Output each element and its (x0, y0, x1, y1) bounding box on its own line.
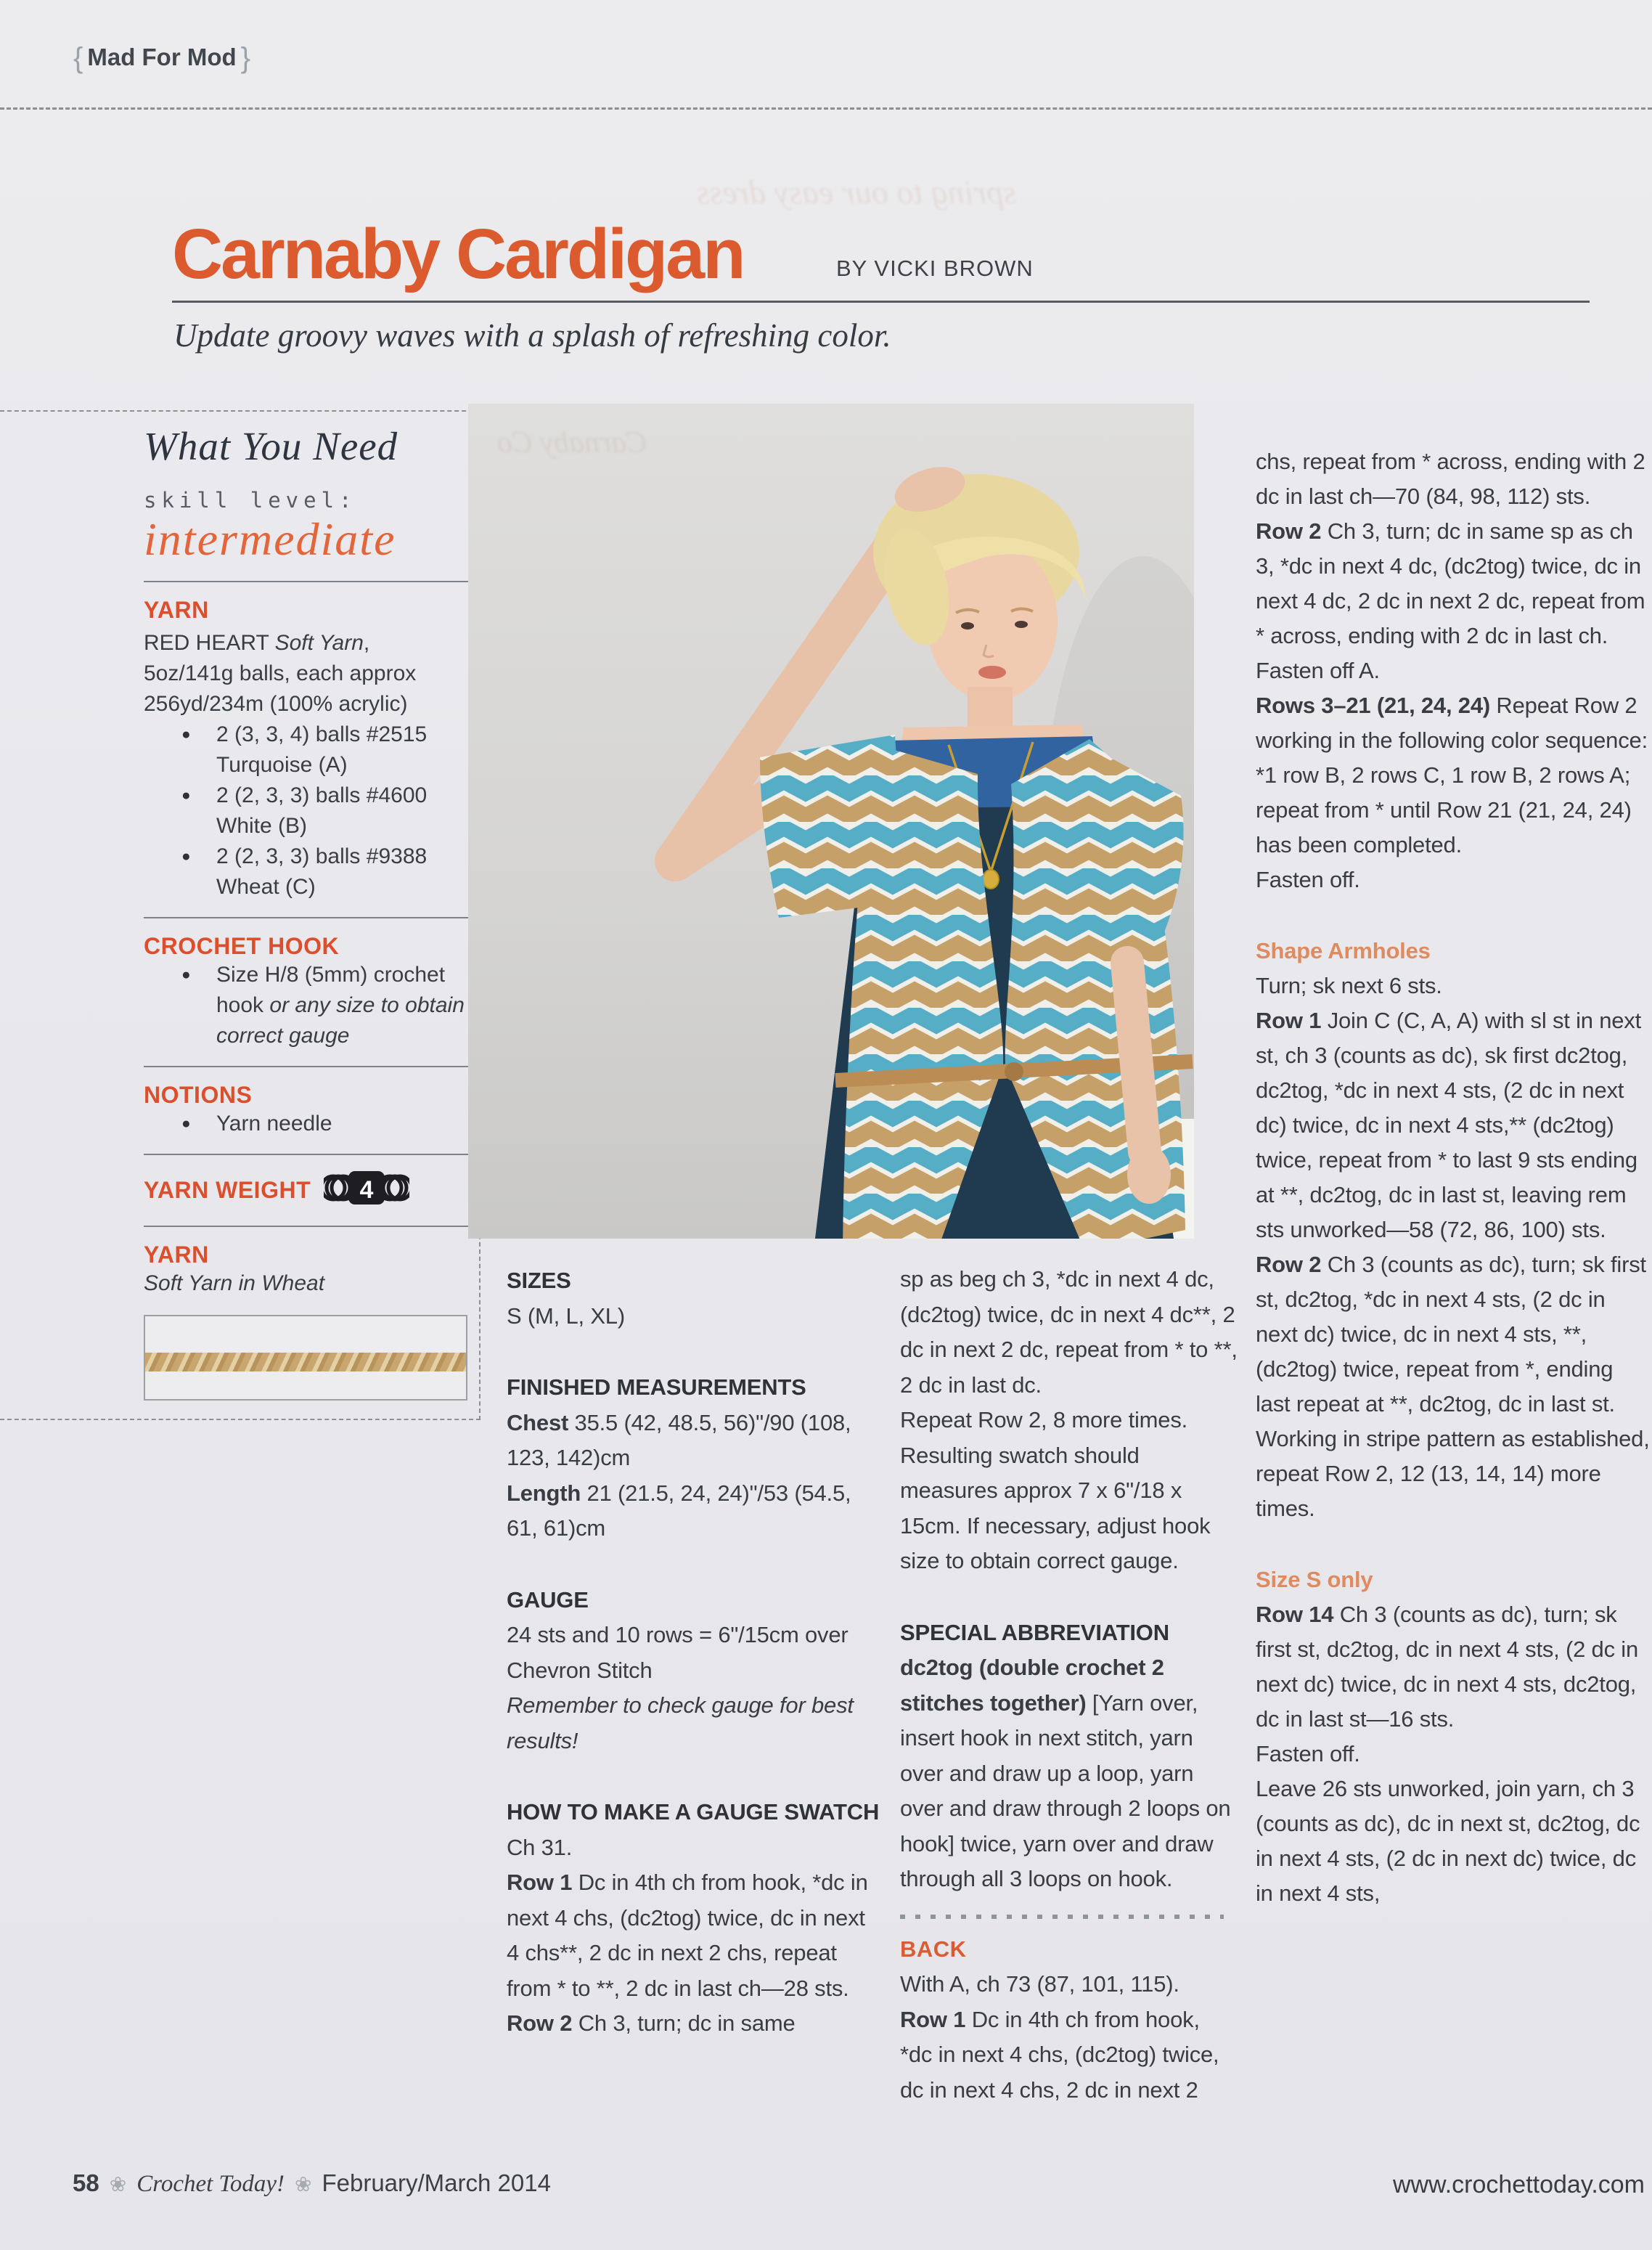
pattern-paragraph (900, 1403, 1238, 1438)
section-heading: SIZES (507, 1268, 571, 1293)
model-photo (468, 404, 1194, 1239)
pattern-paragraph (1256, 1737, 1651, 1772)
sidebar-bullet-item (144, 780, 472, 841)
text-run: Ch 3 (counts as dc), turn; sk first st, dc2tog, *dc in next 4 sts, (2 dc in next dc) twice, dc in next 4 sts, **, (dc2tog) twice, repeat from *, ending last repeat at **, dc2tog, dc in last st. (1256, 1252, 1646, 1417)
column-abbreviation-back (900, 1262, 1238, 2108)
text-run: 2 (3, 3, 4) balls #2515 Turquoise (A) (216, 722, 428, 777)
eyebrow-close-brace: } (240, 42, 251, 74)
sidebar-bullet-item (144, 1109, 472, 1139)
text-run: Row 14 (1256, 1602, 1340, 1627)
pattern-paragraph (507, 1406, 880, 1476)
text-run: [Yarn over, insert hook in next stitch, yarn over and draw up a loop, yarn over and draw through 2 loops on hook] twice, yarn over and draw through all 3 loops on hook. (900, 1689, 1231, 1891)
sidebar-divider (144, 917, 472, 918)
text-run: Leave 26 sts unworked, join yarn, ch 3 (counts as dc), dc in next st, dc2tog, dc in next 4 sts, (2 dc in next dc) twice, dc in next 4 sts, (1256, 1776, 1640, 1906)
sidebar-paragraph (144, 628, 472, 659)
sidebar-bullet-list (144, 960, 472, 1051)
pattern-paragraph (900, 1438, 1238, 1579)
model-photo-illustration (468, 404, 1194, 1239)
text-run: Join C (C, A, A) with sl st in next st, ch 3 (counts as dc), sk first dc2tog, dc2tog, *dc in next 4 sts, (2 dc in next dc) twice, dc in next 4 sts,** (dc2tog) twice, repeat from * to last 9 sts ending at **, dc2tog, dc in last st, leaving rem sts unworked—58 (72, 86, 100) sts. (1256, 1008, 1642, 1242)
yarn-weight-row (144, 1155, 472, 1211)
sidebar-heading: YARN WEIGHT (144, 1177, 311, 1203)
text-run: Soft Yarn in Wheat (144, 1271, 325, 1295)
text-run: RED HEART (144, 631, 275, 655)
text-run: Resulting swatch should measures approx 7 x 6"/18 x 15cm. If necessary, adjust hook size to obtain correct gauge. (900, 1442, 1211, 1573)
model-eye-left (961, 622, 974, 629)
subsection-heading: Shape Armholes (1256, 938, 1431, 963)
svg-text:4: 4 (359, 1176, 374, 1204)
text-run: Dc in 4th ch from hook, *dc in next 4 chs, (dc2tog) twice, dc in next 4 chs, 2 dc in next 2 (900, 2006, 1219, 2103)
yarn-swatch-image (144, 1315, 467, 1401)
sidebar-script-title: What You Need (144, 424, 398, 468)
text-run: Working in stripe pattern as established, repeat Row 2, 12 (13, 14, 14) more times. (1256, 1426, 1650, 1521)
text-run: 5oz/141g balls, each approx (144, 661, 417, 685)
page-number: 58 (73, 2169, 99, 2196)
pattern-paragraph (1256, 1003, 1651, 1247)
text-run: 24 sts and 10 rows = 6"/15cm over Chevron Stitch (507, 1622, 849, 1683)
text-run: Chest (507, 1409, 575, 1435)
top-dotted-rule (0, 107, 1652, 110)
dotted-divider (900, 1915, 1224, 1919)
text-run: Turn; sk next 6 sts. (1256, 973, 1442, 998)
subtitle: Update groovy waves with a splash of refreshing color. (173, 317, 891, 354)
text-run: Row 2 (1256, 518, 1328, 544)
pattern-paragraph (1256, 1597, 1651, 1737)
text-run: dc2tog (double crochet 2 stitches together) (900, 1655, 1164, 1716)
pattern-paragraph (1256, 1422, 1651, 1526)
pattern-paragraph (1256, 444, 1651, 514)
text-run: , (363, 631, 370, 655)
text-run: Dc in 4th ch from hook, *dc in next 4 chs, (dc2tog) twice, dc in next 4 chs**, 2 dc in next 2 chs, repeat from * to **, 2 dc in last ch—28 sts. (507, 1870, 868, 2001)
text-run: Fasten off. (1256, 1741, 1360, 1766)
text-run: Length (507, 1480, 587, 1506)
text-run: Repeat Row 2 working in the following color sequence: *1 row B, 2 rows C, 1 row B, 2 rows A; repeat from * until Row 21 (21, 24, 24) has been completed. (1256, 693, 1648, 857)
page-title: Carnaby Cardigan (172, 214, 744, 293)
model-left-hand (1127, 1146, 1171, 1204)
sidebar-heading: YARN (144, 1242, 209, 1268)
sidebar-heading: YARN (144, 597, 209, 623)
section-gap (507, 1546, 880, 1583)
section-gap (507, 1758, 880, 1795)
text-run: Soft Yarn (274, 631, 364, 655)
section-gap (1256, 1526, 1651, 1562)
text-run: Row 1 (507, 1870, 578, 1895)
text-run: 2 (2, 3, 3) balls #4600 White (B) (216, 783, 428, 838)
text-run: Yarn needle (216, 1112, 332, 1136)
section-heading: SPECIAL ABBREVIATION (900, 1619, 1169, 1645)
sidebar-heading: CROCHET HOOK (144, 933, 340, 959)
belt-knot (1005, 1062, 1023, 1081)
necklace-pendant (983, 870, 999, 889)
text-run: Row 1 (900, 2006, 972, 2032)
sidebar-divider (144, 1226, 472, 1227)
sidebar-content (144, 412, 472, 1401)
section-heading: GAUGE (507, 1586, 589, 1613)
skill-level-label: skill level: (144, 488, 357, 513)
text-run: S (M, L, XL) (507, 1303, 625, 1329)
sidebar-heading: NOTIONS (144, 1082, 253, 1108)
text-run: Ch 31. (507, 1834, 573, 1860)
text-run: Rows 3–21 (21, 24, 24) (1256, 693, 1497, 718)
text-run: Fasten off A. (1256, 658, 1380, 683)
text-run: Size H/8 (5mm) crochet hook (216, 963, 446, 1017)
yarn-strand (145, 1353, 466, 1371)
text-run: Repeat Row 2, 8 more times. (900, 1407, 1188, 1432)
website-url: www.crochettoday.com (1392, 2171, 1645, 2198)
pattern-paragraph (507, 2006, 880, 2042)
title-rule (172, 301, 1590, 303)
sidebar-bullet-item (144, 960, 472, 1051)
magazine-name: Crochet Today! (136, 2171, 285, 2197)
section-gap (900, 1579, 1238, 1615)
pattern-paragraph (900, 1650, 1238, 1897)
sidebar-sections (144, 581, 472, 1401)
pattern-paragraph (1256, 863, 1651, 897)
eyebrow-label: Mad For Mod (87, 44, 237, 70)
model-neck (968, 687, 1013, 732)
text-run: Row 2 (1256, 1252, 1328, 1277)
sidebar-divider (144, 581, 472, 582)
sidebar-paragraph (144, 689, 472, 720)
pattern-paragraph (1256, 1772, 1651, 1911)
text-run: chs, repeat from * across, ending with 2 dc in last ch—70 (84, 98, 112) sts. (1256, 449, 1645, 509)
footer-left (73, 2169, 551, 2198)
text-run: Ch 3, turn; dc in same (578, 2010, 796, 2036)
column-sizes-gauge-swatch (507, 1263, 880, 2042)
model-left-forearm (1127, 963, 1145, 1152)
text-run: 21 (21.5, 24, 24)"/53 (54.5, 61, 61)cm (507, 1480, 851, 1541)
pattern-paragraph (900, 1967, 1238, 2002)
yarn-weight-icon (324, 1168, 409, 1211)
pattern-paragraph (1256, 514, 1651, 653)
section-heading: HOW TO MAKE A GAUGE SWATCH (507, 1799, 880, 1825)
pattern-paragraph (1256, 688, 1651, 863)
text-run: Row 1 (1256, 1008, 1328, 1033)
eyebrow-open-brace: { (73, 42, 83, 74)
what-you-need-sidebar (0, 410, 481, 1420)
text-run: 2 (2, 3, 3) balls #9388 Wheat (C) (216, 844, 428, 899)
section-gap (507, 1334, 880, 1370)
pattern-paragraph (900, 1262, 1238, 1403)
pattern-paragraph (1256, 969, 1651, 1003)
section-heading-orange: BACK (900, 1936, 967, 1962)
sidebar-bullet-item (144, 841, 472, 902)
pattern-paragraph (1256, 653, 1651, 688)
sidebar-paragraph (144, 659, 472, 689)
sidebar-divider (144, 1066, 472, 1067)
section-gap (1256, 897, 1651, 934)
text-run: Ch 3 (counts as dc), turn; sk first st, dc2tog, dc in next 4 sts, (2 dc in next dc) twice, dc in next 4 sts, dc2tog, dc in last st—16 sts. (1256, 1602, 1639, 1732)
column-back-armholes (1256, 444, 1651, 1911)
section-eyebrow (69, 42, 255, 75)
pattern-paragraph (900, 2002, 1238, 2108)
skill-level-value: intermediate (144, 513, 396, 565)
pattern-paragraph (507, 1688, 880, 1758)
pattern-paragraph (507, 1865, 880, 2006)
pattern-paragraph (507, 1618, 880, 1688)
text-run: or any size to obtain correct gauge (216, 993, 465, 1048)
byline: BY VICKI BROWN (836, 256, 1034, 281)
sidebar-bullet-item (144, 720, 472, 780)
text-run: Row 2 (507, 2010, 578, 2036)
subsection-heading: Size S only (1256, 1567, 1373, 1592)
issue-date: February/March 2014 (322, 2169, 551, 2196)
sidebar-bullet-list (144, 720, 472, 902)
sidebar-paragraph (144, 1268, 472, 1299)
pattern-paragraph (507, 1299, 880, 1334)
section-heading: FINISHED MEASUREMENTS (507, 1374, 806, 1400)
pattern-paragraph (507, 1830, 880, 1866)
text-run: Remember to check gauge for best results! (507, 1692, 854, 1753)
text-run: 256yd/234m (100% acrylic) (144, 692, 408, 716)
text-run: 35.5 (42, 48.5, 56)"/90 (108, 123, 142)cm (507, 1409, 851, 1470)
pattern-paragraph (507, 1476, 880, 1546)
text-run: sp as beg ch 3, *dc in next 4 dc, (dc2tog) twice, dc in next 4 dc**, 2 dc in next 2 dc, repeat from * to **, 2 dc in last dc. (900, 1266, 1238, 1398)
sidebar-bullet-list (144, 1109, 472, 1139)
flower-icon: ❀ (295, 2173, 312, 2196)
pattern-paragraph (1256, 1247, 1651, 1422)
bleedthrough-text-top: spring to our easy dress (696, 174, 1017, 211)
text-run: With A, ch 73 (87, 101, 115). (900, 1971, 1179, 1997)
text-run: Ch 3, turn; dc in same sp as ch 3, *dc in next 4 dc, (dc2tog) twice, dc in next 4 dc, 2 dc in next 2 dc, repeat from * across, ending with 2 dc in last ch. (1256, 518, 1645, 648)
flower-icon: ❀ (109, 2173, 127, 2196)
model-eye-right (1015, 621, 1028, 628)
text-run: Fasten off. (1256, 867, 1360, 892)
model-lips (978, 666, 1006, 679)
